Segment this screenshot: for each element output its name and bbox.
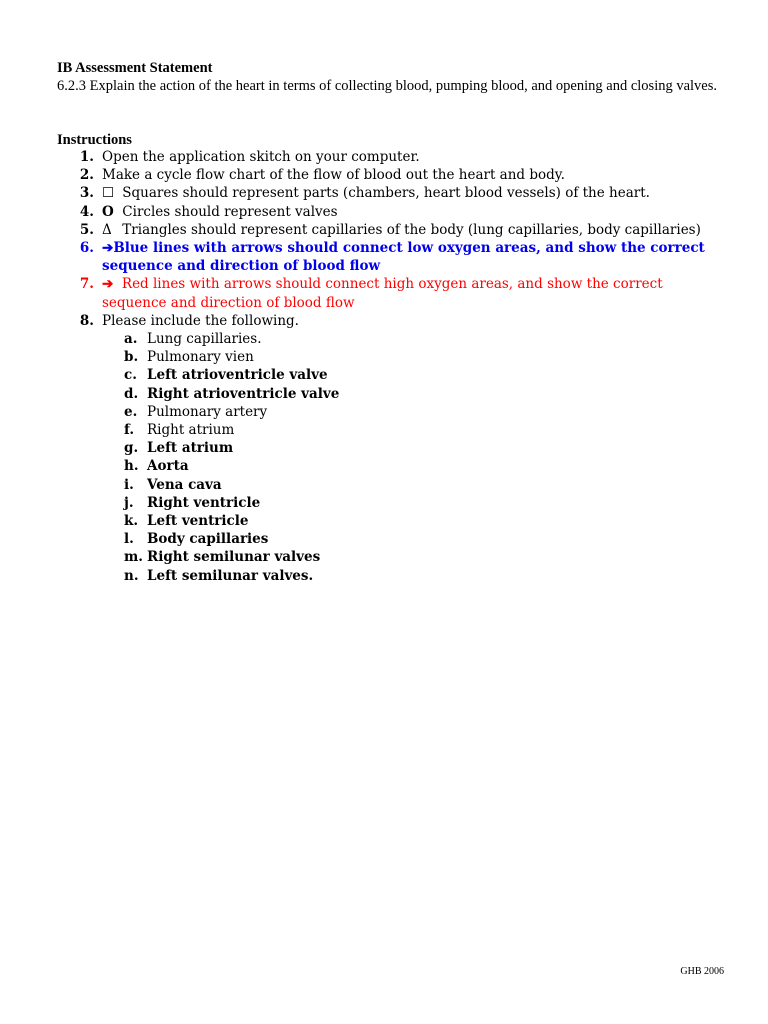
item-text: Please include the following. <box>102 312 299 329</box>
include-text: Pulmonary vien <box>147 349 254 366</box>
item-text: Make a cycle flow chart of the flow of blood out the heart and body. <box>102 167 565 184</box>
footer-text: GHB 2006 <box>680 966 724 977</box>
item-number: 4. <box>79 203 94 220</box>
include-text: Left ventricle <box>147 513 249 530</box>
item-letter: c. <box>124 367 137 384</box>
item-letter: g. <box>124 440 139 457</box>
include-item <box>102 530 727 548</box>
item-text: Red lines with arrows should connect high oxygen areas, and show the correct sequence and direction of blood flow <box>102 276 663 311</box>
instruction-item-1 <box>57 148 727 166</box>
item-text: Squares should represent parts (chambers, heart blood vessels) of the heart. <box>122 185 650 202</box>
red-arrow-icon: ➔ <box>102 276 114 293</box>
item-letter: a. <box>124 331 138 348</box>
item-letter: m. <box>124 549 143 566</box>
include-list <box>102 330 727 585</box>
instruction-item-5 <box>57 221 727 239</box>
include-text: Right ventricle <box>147 494 261 511</box>
blue-arrow-icon: ➔ <box>102 240 114 257</box>
item-letter: f. <box>124 422 135 439</box>
include-item <box>102 439 727 457</box>
include-item <box>102 385 727 403</box>
item-letter: l. <box>124 531 134 548</box>
item-letter: n. <box>124 567 139 584</box>
item-text: Blue lines with arrows should connect low oxygen areas, and show the correct sequence and direction of blood flow <box>102 240 705 275</box>
include-text: Pulmonary artery <box>147 403 268 420</box>
include-item <box>102 476 727 494</box>
item-number: 1. <box>79 149 94 165</box>
include-text: Left semilunar valves. <box>147 567 314 584</box>
item-number: 8. <box>79 312 94 329</box>
instructions-title: Instructions <box>57 132 132 148</box>
item-letter: i. <box>124 476 134 493</box>
item-number: 2. <box>79 167 94 184</box>
item-letter: h. <box>124 458 139 475</box>
include-text: Aorta <box>147 458 189 475</box>
include-item <box>102 512 727 530</box>
include-text: Lung capillaries. <box>147 331 262 348</box>
triangle-icon: Δ <box>102 221 112 238</box>
include-text: Right atrioventricle valve <box>147 385 340 402</box>
include-item <box>102 403 727 421</box>
include-item <box>102 348 727 366</box>
include-item <box>102 366 727 384</box>
item-letter: d. <box>124 385 139 402</box>
assessment-block <box>57 59 737 95</box>
include-text: Right semilunar valves <box>147 549 321 566</box>
instruction-list <box>57 148 727 585</box>
instruction-item-6 <box>57 239 727 275</box>
include-item <box>102 421 727 439</box>
item-letter: j. <box>124 494 134 511</box>
instruction-item-2 <box>57 166 727 184</box>
include-text: Body capillaries <box>147 531 269 548</box>
item-number: 5. <box>79 221 94 238</box>
include-text: Right atrium <box>147 422 235 439</box>
include-item <box>102 457 727 475</box>
instruction-item-3 <box>57 184 727 202</box>
item-text: Open the application skitch on your computer. <box>102 149 420 165</box>
include-text: Left atrium <box>147 440 234 457</box>
item-number: 3. <box>79 185 94 202</box>
instruction-item-7 <box>57 275 727 311</box>
instruction-item-8 <box>57 312 727 585</box>
include-item <box>102 494 727 512</box>
item-number: 6. <box>79 240 94 257</box>
instruction-item-4 <box>57 203 727 221</box>
include-text: Left atrioventricle valve <box>147 367 328 384</box>
item-letter: e. <box>124 403 138 420</box>
item-number: 7. <box>79 276 94 293</box>
include-item <box>102 548 727 566</box>
item-letter: b. <box>124 349 139 366</box>
square-icon: ☐ <box>102 185 115 202</box>
include-item <box>102 330 727 348</box>
item-text: Triangles should represent capillaries of the body (lung capillaries, body capillaries) <box>122 221 701 238</box>
circle-icon: O <box>102 203 114 220</box>
include-text: Vena cava <box>147 476 222 493</box>
item-letter: k. <box>124 513 139 530</box>
include-item <box>102 567 727 585</box>
assessment-statement: 6.2.3 Explain the action of the heart in terms of collecting blood, pumping blood, and opening and closing valves. <box>57 78 718 94</box>
item-text: Circles should represent valves <box>122 203 338 220</box>
assessment-title: IB Assessment Statement <box>57 60 213 76</box>
